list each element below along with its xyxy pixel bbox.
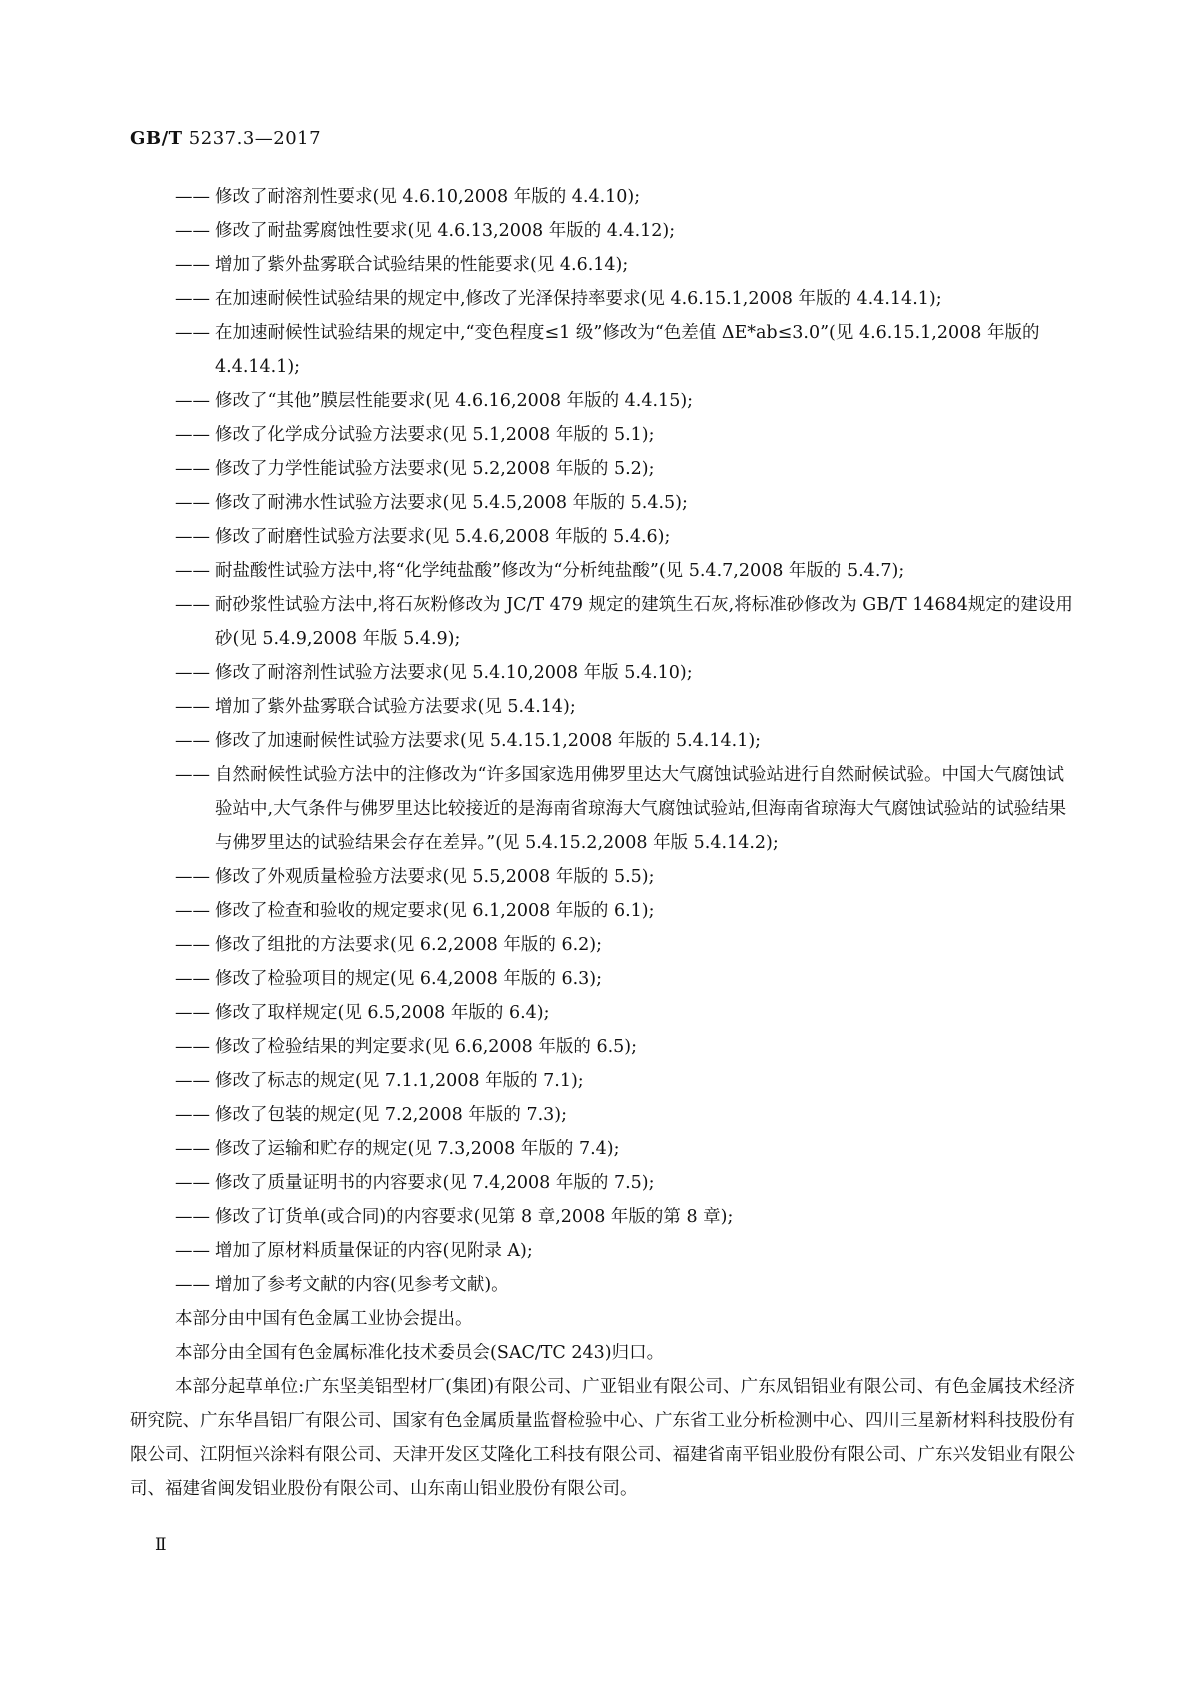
item-text: 修改了耐盐雾腐蚀性要求(见 4.6.13,2008 年版的 4.4.12); [215, 221, 676, 241]
list-item [175, 758, 1075, 860]
list-item [175, 1166, 1075, 1200]
list-item [175, 486, 1075, 520]
item-dash: —— [175, 1037, 210, 1057]
item-dash: —— [175, 323, 210, 343]
item-text: 修改了订货单(或合同)的内容要求(见第 8 章,2008 年版的第 8 章); [215, 1207, 734, 1227]
item-dash: —— [175, 697, 210, 717]
item-text: 修改了质量证明书的内容要求(见 7.4,2008 年版的 7.5); [215, 1173, 655, 1193]
item-text: 修改了组批的方法要求(见 6.2,2008 年版的 6.2); [215, 935, 602, 955]
item-dash: —— [175, 1275, 210, 1295]
list-item [175, 1200, 1075, 1234]
document-header [130, 128, 321, 149]
item-text: 修改了包装的规定(见 7.2,2008 年版的 7.3); [215, 1105, 567, 1125]
item-text: 耐盐酸性试验方法中,将“化学纯盐酸”修改为“分析纯盐酸”(见 5.4.7,2008 年版的 5.4.7); [215, 561, 905, 581]
item-dash: —— [175, 1139, 210, 1159]
list-item [175, 1132, 1075, 1166]
list-item [175, 996, 1075, 1030]
item-dash: —— [175, 1003, 210, 1023]
list-item [175, 214, 1075, 248]
item-text: 修改了耐沸水性试验方法要求(见 5.4.5,2008 年版的 5.4.5); [215, 493, 688, 513]
item-text: 修改了检验结果的判定要求(见 6.6,2008 年版的 6.5); [215, 1037, 637, 1057]
list-item [175, 520, 1075, 554]
list-item [175, 928, 1075, 962]
item-dash: —— [175, 255, 210, 275]
item-dash: —— [175, 221, 210, 241]
item-text: 在加速耐候性试验结果的规定中,“变色程度≤1 级”修改为“色差值 ΔE*ab≤3.0”(见 4.6.15.1,2008 年版的 4.4.14.1); [215, 323, 1040, 377]
item-dash: —— [175, 561, 210, 581]
item-dash: —— [175, 1173, 210, 1193]
item-text: 修改了检验项目的规定(见 6.4,2008 年版的 6.3); [215, 969, 602, 989]
list-item [175, 724, 1075, 758]
list-item [175, 962, 1075, 996]
list-item [175, 180, 1075, 214]
item-dash: —— [175, 459, 210, 479]
list-item [175, 452, 1075, 486]
item-dash: —— [175, 935, 210, 955]
item-dash: —— [175, 527, 210, 547]
list-item [175, 690, 1075, 724]
item-text: 增加了紫外盐雾联合试验结果的性能要求(见 4.6.14); [215, 255, 629, 275]
list-item [175, 894, 1075, 928]
item-dash: —— [175, 391, 210, 411]
item-dash: —— [175, 731, 210, 751]
standard-code: GB/T [130, 128, 183, 149]
item-text: 修改了化学成分试验方法要求(见 5.1,2008 年版的 5.1); [215, 425, 655, 445]
item-text: 修改了耐溶剂性试验方法要求(见 5.4.10,2008 年版 5.4.10); [215, 663, 693, 683]
drafting-units-paragraph: 本部分起草单位:广东坚美铝型材厂(集团)有限公司、广亚铝业有限公司、广东凤铝铝业有限公司、有色金属技术经济研究院、广东华昌铝厂有限公司、国家有色金属质量监督检验中心、广东省工业分析检测中心、四川三星新材料科技股份有限公司、江阴恒兴涂料有限公司、天津开发区艾隆化工科技有限公司、福建省南平铝业股份有限公司、广东兴发铝业有限公司、福建省闽发铝业股份有限公司、山东南山铝业股份有限公司。 [130, 1377, 1075, 1499]
list-item [175, 656, 1075, 690]
item-dash: —— [175, 1105, 210, 1125]
item-dash: —— [175, 187, 210, 207]
item-text: 修改了运输和贮存的规定(见 7.3,2008 年版的 7.4); [215, 1139, 620, 1159]
list-item [175, 860, 1075, 894]
item-text: 增加了参考文献的内容(见参考文献)。 [215, 1275, 509, 1295]
document-body [130, 180, 1075, 1506]
list-item [175, 588, 1075, 656]
item-dash: —— [175, 969, 210, 989]
item-dash: —— [175, 867, 210, 887]
item-dash: —— [175, 425, 210, 445]
item-text: 增加了原材料质量保证的内容(见附录 A); [215, 1241, 533, 1261]
item-text: 增加了紫外盐雾联合试验方法要求(见 5.4.14); [215, 697, 576, 717]
item-text: 修改了加速耐候性试验方法要求(见 5.4.15.1,2008 年版的 5.4.14.1); [215, 731, 762, 751]
proposed-by-paragraph: 本部分由中国有色金属工业协会提出。 [175, 1309, 473, 1329]
item-text: 在加速耐候性试验结果的规定中,修改了光泽保持率要求(见 4.6.15.1,2008 年版的 4.4.14.1); [215, 289, 942, 309]
list-item [175, 316, 1075, 384]
item-dash: —— [175, 595, 210, 615]
item-text: 修改了检查和验收的规定要求(见 6.1,2008 年版的 6.1); [215, 901, 655, 921]
standard-number: 5237.3—2017 [188, 128, 322, 149]
list-item [175, 282, 1075, 316]
item-text: 修改了外观质量检验方法要求(见 5.5,2008 年版的 5.5); [215, 867, 655, 887]
item-dash: —— [175, 1207, 210, 1227]
item-dash: —— [175, 493, 210, 513]
item-dash: —— [175, 1071, 210, 1091]
list-item [175, 1098, 1075, 1132]
jurisdiction-paragraph: 本部分由全国有色金属标准化技术委员会(SAC/TC 243)归口。 [175, 1343, 665, 1363]
item-dash: —— [175, 901, 210, 921]
item-text: 修改了标志的规定(见 7.1.1,2008 年版的 7.1); [215, 1071, 584, 1091]
item-text: 耐砂浆性试验方法中,将石灰粉修改为 JC/T 479 规定的建筑生石灰,将标准砂修改为 GB/T 14684规定的建设用砂(见 5.4.9,2008 年版 5.4.9); [215, 595, 1073, 649]
list-item [175, 1030, 1075, 1064]
list-item [175, 418, 1075, 452]
item-dash: —— [175, 663, 210, 683]
list-item [175, 384, 1075, 418]
item-text: 修改了“其他”膜层性能要求(见 4.6.16,2008 年版的 4.4.15); [215, 391, 694, 411]
list-item [175, 554, 1075, 588]
list-item [175, 1064, 1075, 1098]
item-dash: —— [175, 765, 210, 785]
item-text: 自然耐候性试验方法中的注修改为“许多国家选用佛罗里达大气腐蚀试验站进行自然耐候试验。中国大气腐蚀试验站中,大气条件与佛罗里达比较接近的是海南省琼海大气腐蚀试验站,但海南省琼海大气腐蚀试验站的试验结果与佛罗里达的试验结果会存在差异。”(见 5.4.15.2,2008 年版 5.4.14.2); [215, 765, 1067, 853]
item-text: 修改了耐磨性试验方法要求(见 5.4.6,2008 年版的 5.4.6); [215, 527, 671, 547]
list-item [175, 248, 1075, 282]
page-number: Ⅱ [155, 1535, 167, 1555]
list-item [175, 1268, 1075, 1302]
item-text: 修改了耐溶剂性要求(见 4.6.10,2008 年版的 4.4.10); [215, 187, 641, 207]
item-text: 修改了取样规定(见 6.5,2008 年版的 6.4); [215, 1003, 550, 1023]
item-dash: —— [175, 289, 210, 309]
item-dash: —— [175, 1241, 210, 1261]
item-text: 修改了力学性能试验方法要求(见 5.2,2008 年版的 5.2); [215, 459, 655, 479]
list-item [175, 1234, 1075, 1268]
